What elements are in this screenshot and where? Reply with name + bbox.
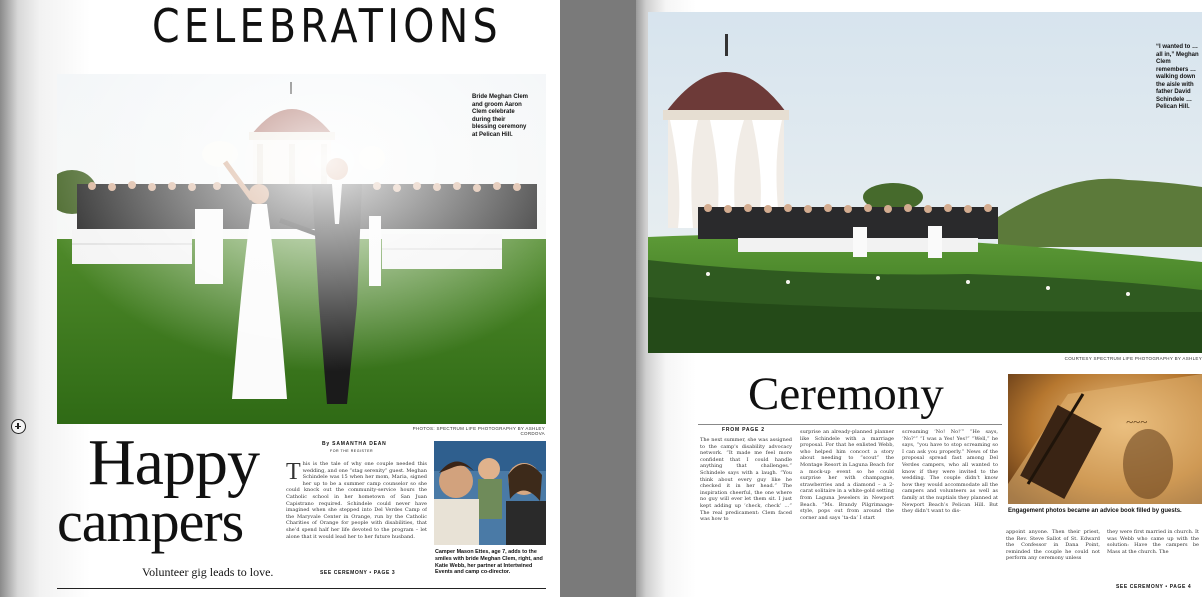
spread-gutter bbox=[560, 0, 636, 597]
zoom-in-icon[interactable] bbox=[11, 419, 26, 434]
main-photo-credit: PHOTOS: SPECTRUM LIFE PHOTOGRAPHY BY ASHLEY CORDOVA bbox=[412, 426, 545, 436]
ceremony-headline: Ceremony bbox=[748, 368, 944, 420]
drop-cap: T bbox=[286, 461, 301, 485]
ceremony-column-4: appoint anyone. Then their priest, the Rev. Steve Sallot of St. Edward the Confessor in Dana Point, reminded the couple he could not perform any ceremony unless bbox=[1006, 529, 1100, 562]
svg-text:~~~: ~~~ bbox=[1126, 414, 1148, 429]
inset-photo-caption: Camper Mason Ettes, age 7, adds to the smiles with bride Meghan Clem, right, and Katie Webb, her partner at Intertwined Events and camp co-director. bbox=[435, 549, 543, 576]
headline-line-2: campers bbox=[57, 489, 244, 554]
jump-link[interactable]: SEE CEREMONY • PAGE 3 bbox=[320, 570, 396, 576]
article-body-text: his is the tale of why one couple needed this wedding, and one “stag serenity” guest. Meghan Schindele was 15 when her mom, Maria, signed her up to be a summer camp counselor so she could knock out the community-service hours the Catholic school in her hometown of San Juan Capistrano required. Schindele could never have imagined when she stepped into Del Verdes Camp of the Maryvale Center in Orange, run by the Catholic Charities of Orange for people with disabilities, that she’d spend half her life devoted to the program – let alone that it would lead her to her future husband. bbox=[286, 461, 427, 540]
camper-inset-photo bbox=[434, 441, 546, 545]
jump-kicker: FROM PAGE 2 bbox=[722, 427, 765, 433]
engagement-book-photo bbox=[1008, 374, 1202, 504]
article-dek: Volunteer gig leads to love. bbox=[142, 565, 274, 579]
ceremony-column-2: surprise an already-planned planner like Schindele with a marriage proposal. For that he enlisted Webb, who helped him concoct a story about needing to “scout” the Montage Resort in Laguna Beach for a mock-up event so he could surprise her with champagne, strawberries and a diamond – a 2-carat solitaire in a white-gold setting from Laguna Jewelers in Newport Beach. “Ms. Brandy Pilgrimaage-style, pops out from around the corner and says ‘ta-da’ I start bbox=[800, 429, 894, 521]
jump-link-page-4[interactable]: SEE CEREMONY • PAGE 4 bbox=[1116, 584, 1192, 590]
headline-line-1: Happy bbox=[88, 426, 259, 499]
main-photo-caption: Bride Meghan Clem and groom Aaron Clem celebrate during their blessing ceremony at Pelican Hill. bbox=[472, 94, 529, 138]
ceremony-column-3: screaming ‘No! No!’” “He says, ‘No?’” “I was a Yes! Yes!” “Well,” he says, “you have to stop screaming so I can ask you properly.” News of the proposal spread fast among Del Verdes campers, who all wanted to know if they were invited to the wedding. The couple didn’t know how they would accommodate all the campers and volunteers as well as family at the nuptials they planned at Newport Beach’s Pelican Hill. But they didn’t want to dis- bbox=[902, 429, 998, 515]
ceremony-photo bbox=[648, 12, 1202, 353]
right-page bbox=[636, 0, 1202, 597]
byline: By SAMANTHA DEAN bbox=[322, 441, 387, 447]
headline-rule bbox=[698, 424, 1002, 425]
section-title: CELEBRATIONS bbox=[152, 0, 502, 53]
ceremony-photo-quote-caption: “I wanted to … all in,” Meghan Clem remembers … walking down the aisle with father David Schindele … Pelican Hill. bbox=[1156, 44, 1199, 110]
ceremony-photo-credit: COURTESY SPECTRUM LIFE PHOTOGRAPHY BY ASHLEY bbox=[1064, 356, 1202, 361]
ceremony-column-5: they were first married in church. It was Webb who came up with the solution: Have the campers be Mass at the church. The bbox=[1107, 529, 1199, 555]
byline-role: FOR THE REGISTER bbox=[330, 449, 374, 453]
left-page bbox=[0, 0, 560, 597]
article-body bbox=[286, 461, 427, 564]
page-bottom-rule bbox=[57, 588, 546, 589]
ceremony-column-1: The next summer, she was assigned to the camp's disability advocacy network. “It made me feel more confident that I could handle anything that challenges.” Schindele says with a laugh. “You think about every guy like he checked it in her head.” The inspiration cheerful, the one where no guy will ever let them sit. I just kept adding up ‘check, check’ …” The real predicament: Clem faced was how to bbox=[700, 437, 792, 523]
engagement-photo-caption: Engagement photos became an advice book filled by guests. bbox=[1008, 508, 1182, 514]
